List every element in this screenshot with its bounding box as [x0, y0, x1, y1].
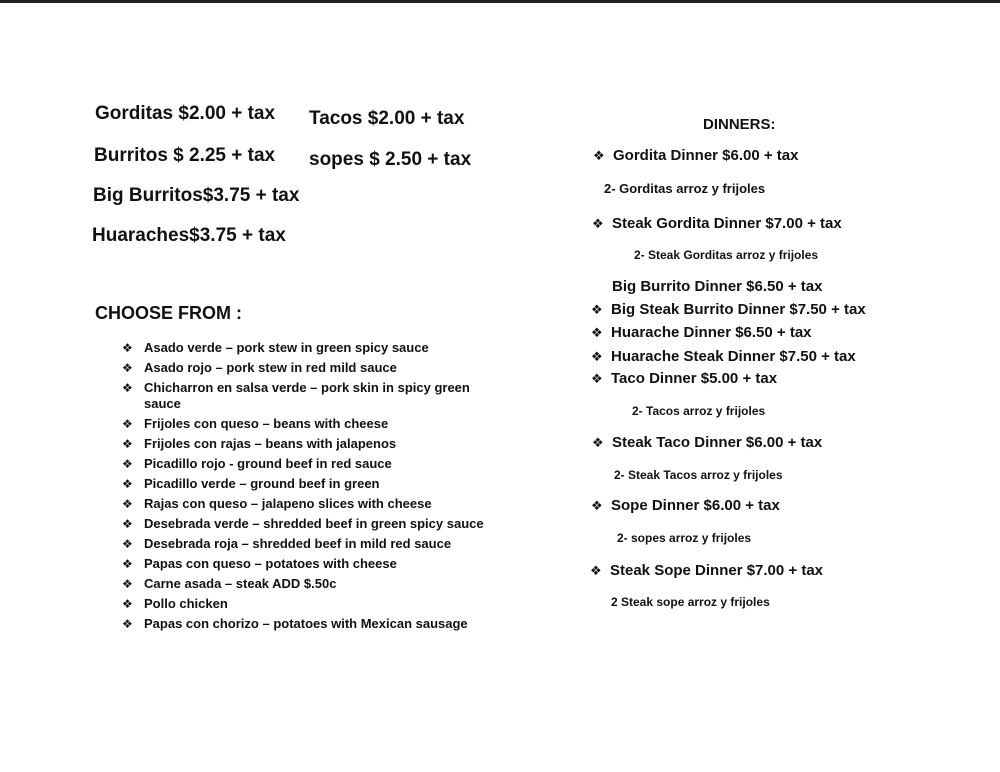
dinner-item: Big Burrito Dinner $6.50 + tax: [612, 278, 823, 295]
list-item: ❖ Chicharron en salsa verde – pork skin in spicy green sauce: [122, 380, 470, 411]
list-item: ❖ Desebrada verde – shredded beef in green spicy sauce: [122, 516, 484, 531]
dinner-description: 2- Steak Gorditas arroz y frijoles: [634, 248, 819, 262]
dinner-description: 2 Steak sope arroz y frijoles: [611, 595, 770, 609]
dinner-description: 2- Steak Tacos arroz y frijoles: [614, 468, 783, 482]
list-item: ❖ Asado verde – pork stew in green spicy sauce: [122, 340, 429, 355]
diamond-bullet-icon: ❖: [122, 417, 133, 431]
diamond-bullet-icon: ❖: [591, 371, 603, 386]
dinner-item: ❖ Gordita Dinner $6.00 + tax: [593, 147, 799, 164]
dinner-description: 2- Gorditas arroz y frijoles: [604, 181, 766, 196]
diamond-bullet-icon: ❖: [593, 148, 605, 163]
list-item: ❖ Rajas con queso – jalapeno slices with cheese: [122, 496, 432, 511]
diamond-bullet-icon: ❖: [122, 497, 133, 511]
diamond-bullet-icon: ❖: [122, 537, 133, 551]
list-item: ❖ Papas con chorizo – potatoes with Mexican sausage: [122, 616, 468, 631]
diamond-bullet-icon: ❖: [122, 457, 133, 471]
price-burritos: Burritos $ 2.25 + tax: [94, 145, 276, 166]
list-item: ❖ Picadillo verde – ground beef in green: [122, 476, 380, 491]
diamond-bullet-icon: ❖: [122, 517, 133, 531]
list-item: ❖ Frijoles con rajas – beans with jalapenos: [122, 436, 397, 451]
dinner-item: ❖ Steak Taco Dinner $6.00 + tax: [592, 434, 823, 451]
dinner-item: ❖ Sope Dinner $6.00 + tax: [591, 497, 780, 514]
diamond-bullet-icon: ❖: [591, 349, 603, 364]
choose-from-heading: CHOOSE FROM :: [95, 303, 242, 323]
page-top-edge: [0, 0, 1000, 3]
diamond-bullet-icon: ❖: [122, 617, 133, 631]
diamond-bullet-icon: ❖: [591, 498, 603, 513]
list-item: ❖ Picadillo rojo - ground beef in red sauce: [122, 456, 392, 471]
diamond-bullet-icon: ❖: [122, 577, 133, 591]
list-item: ❖ Pollo chicken: [122, 596, 228, 611]
diamond-bullet-icon: ❖: [122, 477, 133, 491]
price-gorditas: Gorditas $2.00 + tax: [95, 103, 276, 124]
dinner-item: ❖ Steak Sope Dinner $7.00 + tax: [590, 562, 824, 579]
list-item: ❖ Carne asada – steak ADD $.50c: [122, 576, 337, 591]
diamond-bullet-icon: ❖: [590, 563, 602, 578]
diamond-bullet-icon: ❖: [122, 437, 133, 451]
diamond-bullet-icon: ❖: [122, 557, 133, 571]
diamond-bullet-icon: ❖: [591, 302, 603, 317]
list-item: ❖ Papas con queso – potatoes with cheese: [122, 556, 397, 571]
diamond-bullet-icon: ❖: [592, 216, 604, 231]
dinner-item: ❖ Steak Gordita Dinner $7.00 + tax: [592, 215, 842, 232]
diamond-bullet-icon: ❖: [122, 341, 133, 355]
dinner-item: ❖ Taco Dinner $5.00 + tax: [591, 370, 778, 387]
dinners-heading: DINNERS:: [703, 116, 776, 133]
diamond-bullet-icon: ❖: [122, 597, 133, 611]
dinner-description: 2- sopes arroz y frijoles: [617, 531, 752, 545]
dinner-item: ❖ Huarache Dinner $6.50 + tax: [591, 324, 812, 341]
price-big-burritos: Big Burritos$3.75 + tax: [93, 185, 300, 206]
filling-list: [122, 340, 502, 636]
price-sopes: sopes $ 2.50 + tax: [309, 149, 472, 170]
diamond-bullet-icon: ❖: [122, 361, 133, 375]
price-huaraches: Huaraches$3.75 + tax: [92, 225, 286, 246]
dinner-description: 2- Tacos arroz y frijoles: [632, 404, 766, 418]
price-tacos: Tacos $2.00 + tax: [309, 108, 465, 129]
diamond-bullet-icon: ❖: [592, 435, 604, 450]
list-item: ❖ Desebrada roja – shredded beef in mild red sauce: [122, 536, 452, 551]
list-item: ❖ Asado rojo – pork stew in red mild sauce: [122, 360, 397, 375]
dinner-item: ❖ Huarache Steak Dinner $7.50 + tax: [591, 348, 856, 365]
list-item: ❖ Frijoles con queso – beans with cheese: [122, 416, 389, 431]
dinner-item: ❖ Big Steak Burrito Dinner $7.50 + tax: [591, 301, 866, 318]
diamond-bullet-icon: ❖: [591, 325, 603, 340]
diamond-bullet-icon: ❖: [122, 381, 133, 395]
